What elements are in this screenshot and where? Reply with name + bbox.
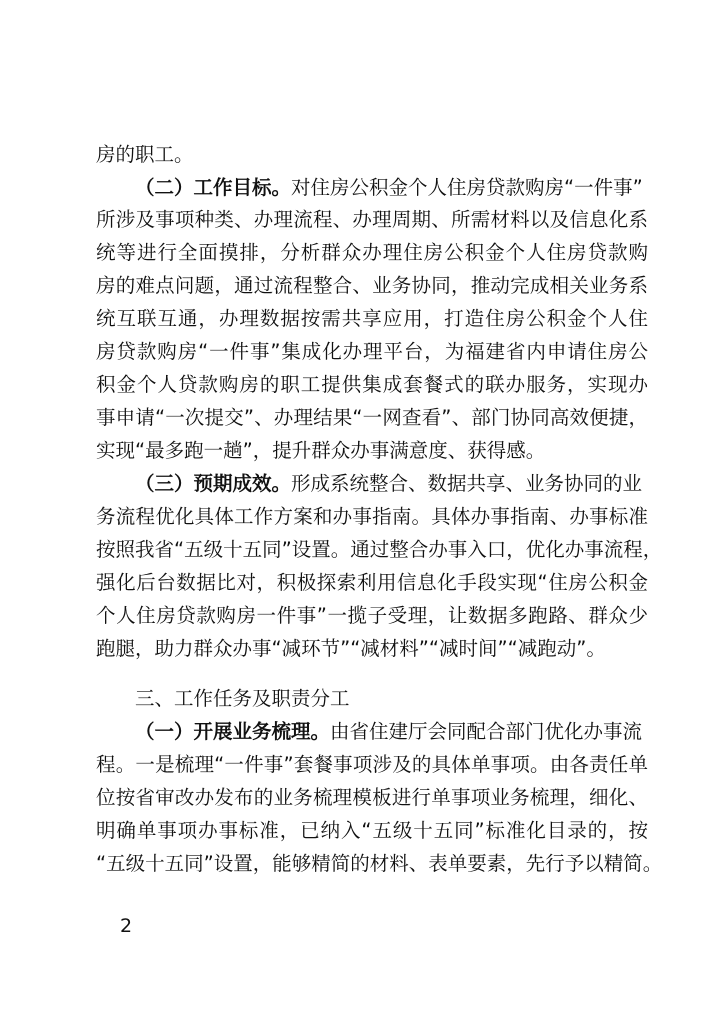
paragraph-line: 务流程优化具体工作方案和办事指南。具体办事指南、办事标准	[96, 505, 648, 528]
paragraph-line: 位按省审改办发布的业务梳理模板进行单事项业务梳理，细化、	[96, 786, 648, 809]
page-number: 2	[120, 915, 133, 937]
section-heading-business-review: （一）开展业务梳理。由省住建厅会同配合部门优化办事流	[135, 720, 643, 743]
heading-label: （三）预期成效。	[135, 472, 292, 495]
paragraph-line: 强化后台数据比对，积极探索利用信息化手段实现“住房公积金	[96, 571, 648, 594]
heading-label: （一）开展业务梳理。	[135, 720, 331, 743]
heading-label: （二）工作目标。	[135, 176, 292, 199]
paragraph-line: 房的难点问题，通过流程整合、业务协同，推动完成相关业务系	[96, 274, 648, 297]
paragraph-line: 跑腿，助力群众办事“减环节”“减材料”“减时间”“减跑动”。	[96, 637, 606, 660]
paragraph-line: 房贷款购房“一件事”集成化办理平台，为福建省内申请住房公	[96, 340, 648, 363]
section-heading-goals: （二）工作目标。对住房公积金个人住房贷款购房“一件事”	[135, 176, 643, 199]
paragraph-line: 按照我省“五级十五同”设置。通过整合办事入口，优化办事流程，	[96, 538, 663, 561]
paragraph-line: 所涉及事项种类、办理流程、办理周期、所需材料以及信息化系	[96, 208, 648, 231]
paragraph-line: 统等进行全面摸排，分析群众办理住房公积金个人住房贷款购	[96, 241, 648, 264]
paragraph-line: 明确单事项办事标准，已纳入“五级十五同”标准化目录的，按	[96, 819, 648, 842]
paragraph-line: 实现“最多跑一趟”，提升群众办事满意度、获得感。	[96, 439, 546, 462]
paragraph-line: 积金个人贷款购房的职工提供集成套餐式的联办服务，实现办	[96, 373, 648, 396]
paragraph-line: 房的职工。	[96, 143, 194, 166]
section-heading-outcomes: （三）预期成效。形成系统整合、数据共享、业务协同的业	[135, 472, 643, 495]
paragraph-line: 事申请“一次提交”、办理结果“一网查看”、部门协同高效便捷，	[96, 406, 648, 429]
paragraph-line: 个人住房贷款购房一件事”一揽子受理，让数据多跑路、群众少	[96, 604, 648, 627]
section-title-tasks: 三、工作任务及职责分工	[135, 687, 350, 710]
paragraph-line: “五级十五同”设置，能够精简的材料、表单要素，先行予以精简。	[96, 852, 663, 875]
paragraph-line: 程。一是梳理“一件事”套餐事项涉及的具体单事项。由各责任单	[96, 753, 648, 776]
paragraph-line: 统互联互通，办理数据按需共享应用，打造住房公积金个人住	[96, 307, 648, 330]
